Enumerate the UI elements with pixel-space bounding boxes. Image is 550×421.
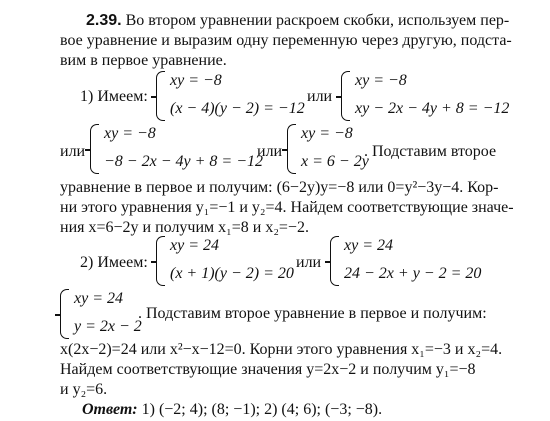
part2-line-c: и y₂=6. [60,381,108,398]
part2-system-1 [156,236,306,284]
part2-line-a: x(2x−2)=24 или x²−x−12=0. Корни этого уравнения x₁=−3 и x₂=4. [60,341,503,358]
part1-continue: . Подставим второе [364,143,497,160]
equation: xy = −8 [355,72,407,89]
equation: x = 6 − 2y [301,153,369,170]
equation: xy = 24 [74,290,123,307]
equation: 24 − 2x + y − 2 = 20 [344,265,482,282]
brace-icon [156,71,165,121]
part2-system-3 [60,289,140,337]
part1-system-4 [287,124,367,172]
equation: xy = 24 [170,237,219,254]
part1-line-a: уравнение в первое и получим: (6−2y)y=−8 или 0=y²−3y−4. Кор- [60,179,499,196]
part1-line-b: ни этого уравнения y₁=−1 и y₂=4. Найдем соответствующие значе- [60,199,514,216]
or-word: или [60,143,86,160]
brace-icon [287,124,296,174]
intro-line-2: вое уравнение и выразим одну переменную через другую, подста- [60,32,512,49]
brace-icon [330,236,339,286]
intro-line-1: Во втором уравнении раскроем скобки, используем пер- [125,12,510,29]
brace-icon [60,289,69,339]
part1-system-2 [341,71,541,119]
brace-icon [156,236,165,286]
problem-number: 2.39. [86,12,122,29]
equation: xy = −8 [104,125,156,142]
part2-label: 2) Имеем: [80,254,148,271]
part1-label: 1) Имеем: [80,88,148,105]
or-word: или [296,254,322,271]
brace-icon [90,124,99,174]
part1-system-3 [90,124,263,172]
equation: −8 − 2x − 4y + 8 = −12 [104,153,263,170]
problem-number-line [86,11,509,31]
brace-icon [341,71,350,121]
answer-label: Ответ: [82,401,138,418]
equation: xy = −8 [170,72,222,89]
or-word: или [257,143,283,160]
equation: (x + 1)(y − 2) = 20 [170,265,294,282]
equation: xy − 2x − 4y + 8 = −12 [355,100,510,117]
answer-text: 1) (−2; 4); (8; −1); 2) (4; 6); (−3; −8). [137,401,383,418]
equation: (x − 4)(y − 2) = −12 [170,100,305,117]
part2-line-b: Найдем соответствующие значения y=2x−2 и получим y₁=−8 [60,361,476,378]
answer-line [82,400,382,420]
part1-system-1 [156,71,306,119]
part1-line-c: ния x=6−2y и получим x₁=8 и x₂=−2. [60,219,309,236]
equation: xy = −8 [301,125,353,142]
or-word: или [307,88,333,105]
intro-line-3: вим в первое уравнение. [60,52,227,69]
part2-system-2 [330,236,510,284]
part2-continue: . Подставим второе уравнение в первое и получим: [138,305,487,322]
equation: xy = 24 [344,237,393,254]
equation: y = 2x − 2 [74,318,142,335]
